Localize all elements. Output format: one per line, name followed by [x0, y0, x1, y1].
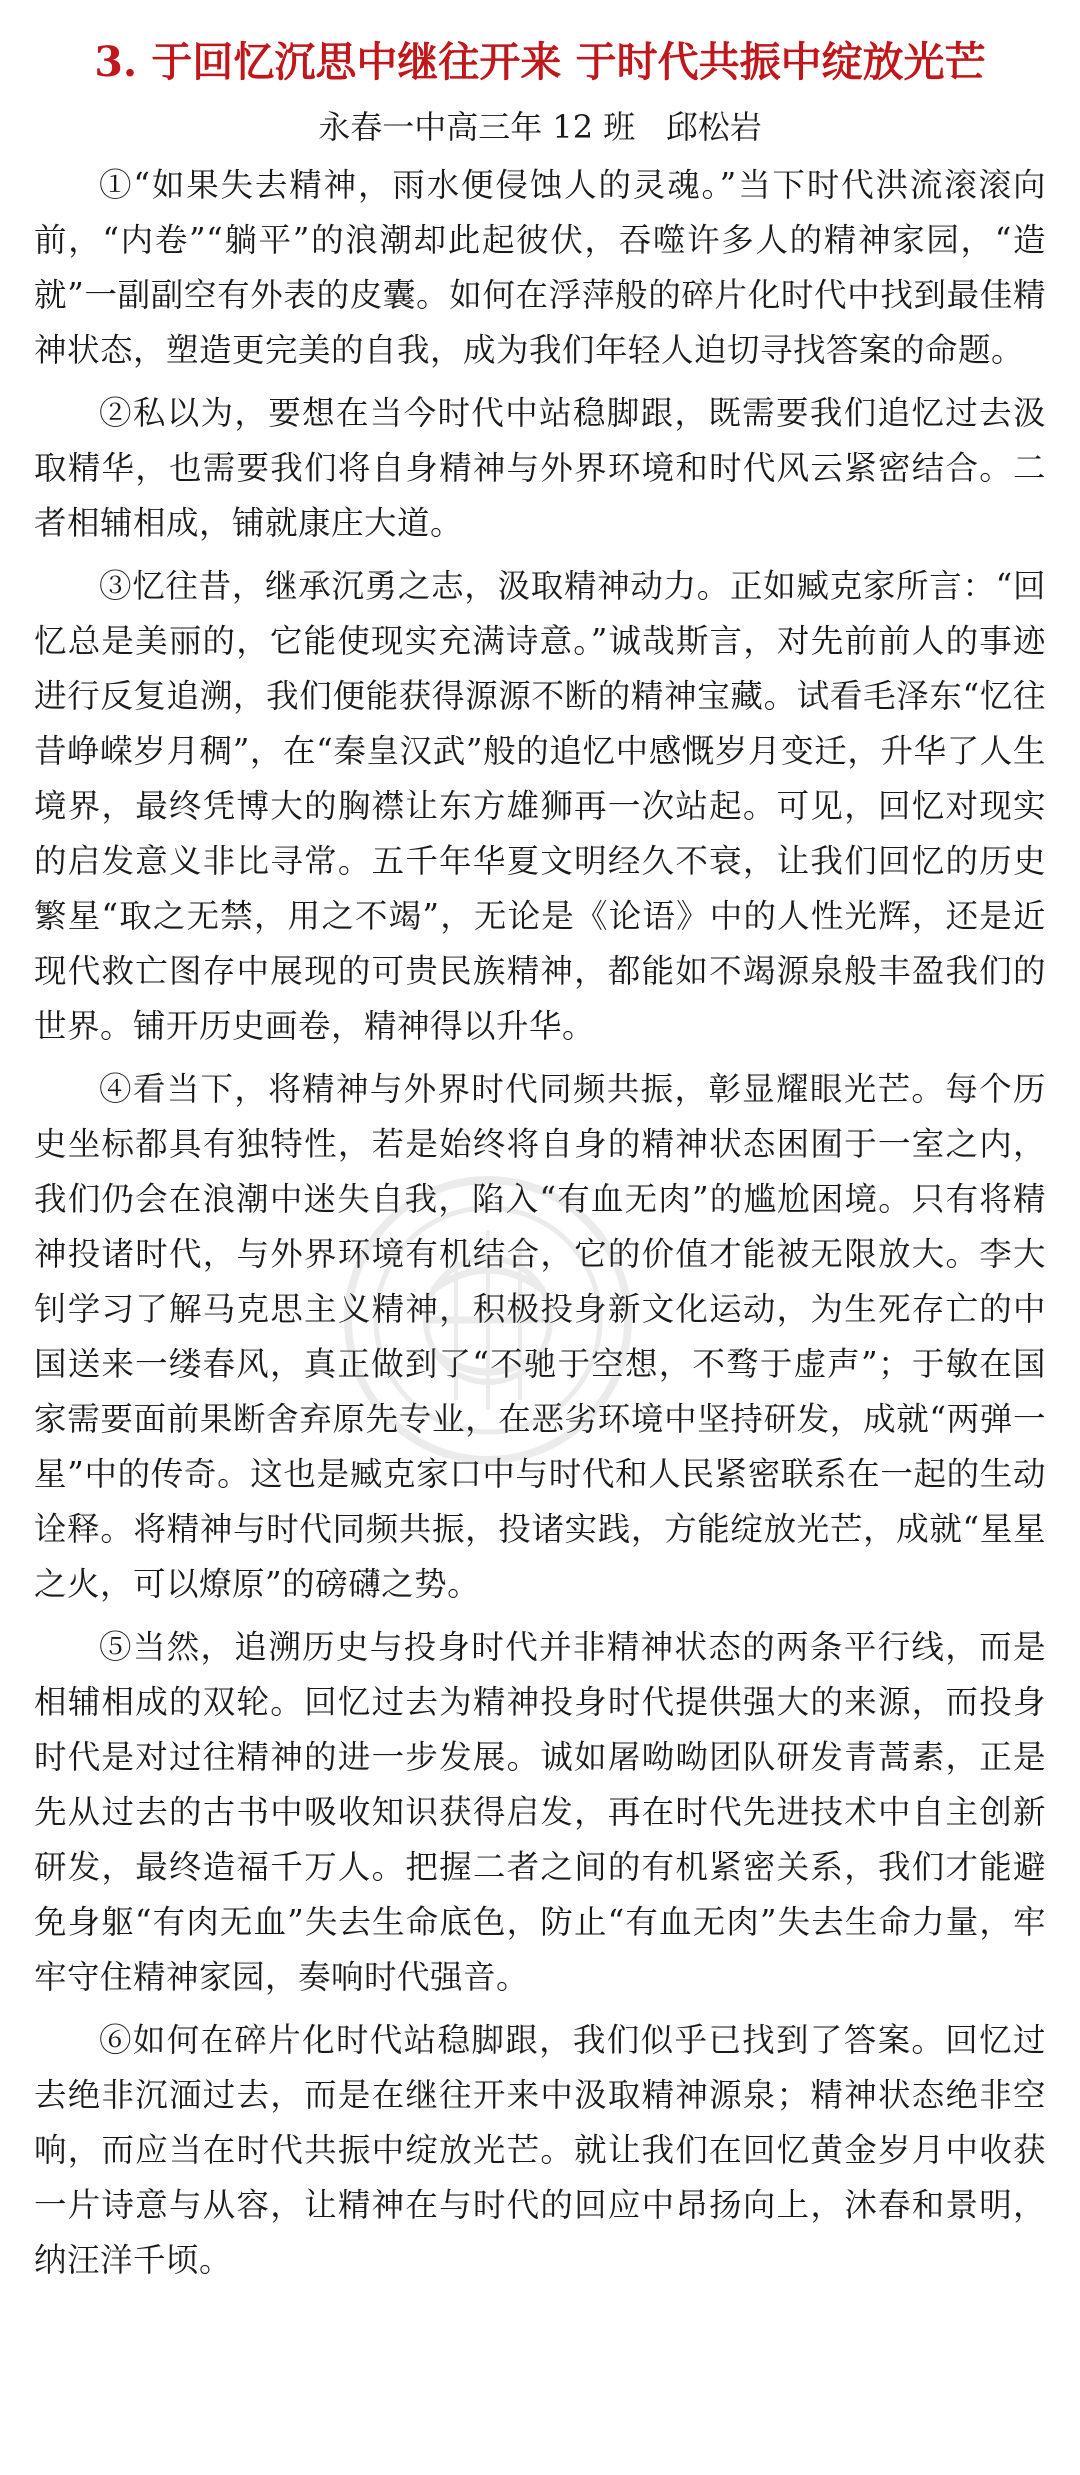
paragraph-5: ⑤当然，追溯历史与投身时代并非精神状态的两条平行线，而是相辅相成的双轮。回忆过去为精神投身时代提供强大的来源，而投身时代是对过往精神的进一步发展。诚如屠呦呦团队研发青蒿素，正是先从过去的古书中吸收知识获得启发，再在时代先进技术中自主创新研发，最终造福千万人。把握二者之间的有机紧密关系，我们才能避免身躯“有肉无血”失去生命底色，防止“有血无肉”失去生命力量，牢牢守住精神家园，奏响时代强音。: [34, 1628, 1046, 1996]
author-byline: 永春一中高三年 12 班 邱松岩: [318, 108, 762, 146]
paragraph-2: ②私以为，要想在当今时代中站稳脚跟，既需要我们追忆过去汲取精华，也需要我们将自身精神与外界环境和时代风云紧密结合。二者相辅相成，铺就康庄大道。: [34, 394, 1046, 542]
paragraph-1: ①“如果失去精神，雨水便侵蚀人的灵魂。”当下时代洪流滚滚向前，“内卷”“躺平”的浪潮却此起彼伏，吞噬许多人的精神家园，“造就”一副副空有外表的皮囊。如何在浮萍般的碎片化时代中找到最佳精神状态，塑造更完美的自我，成为我们年轻人迫切寻找答案的命题。: [34, 166, 1046, 369]
paragraph-3: ③忆往昔，继承沉勇之志，汲取精神动力。正如臧克家所言：“回忆总是美丽的，它能使现实充满诗意。”诚哉斯言，对先前前人的事迹进行反复追溯，我们便能获得源源不断的精神宝藏。试看毛泽东“忆往昔峥嵘岁月稠”，在“秦皇汉武”般的追忆中感慨岁月变迁，升华了人生境界，最终凭博大的胸襟让东方雄狮再一次站起。可见，回忆对现实的启发意义非比寻常。五千年华夏文明经久不衰，让我们回忆的历史繁星“取之无禁，用之不竭”，无论是《论语》中的人性光辉，还是近现代救亡图存中展现的可贵民族精神，都能如不竭源泉般丰盈我们的世界。铺开历史画卷，精神得以升华。: [34, 567, 1046, 1045]
essay-page: [34, 28, 1046, 2296]
essay-title: 3. 于回忆沉思中继往开来 于时代共振中绽放光芒: [94, 38, 986, 86]
paragraph-6: ⑥如何在碎片化时代站稳脚跟，我们似乎已找到了答案。回忆过去绝非沉湎过去，而是在继往开来中汲取精神源泉；精神状态绝非空响，而应当在时代共振中绽放光芒。就让我们在回忆黄金岁月中收获一片诗意与从容，让精神在与时代的回应中昂扬向上，沐春和景明，纳汪洋千顷。: [34, 2021, 1046, 2279]
paragraph-4: ④看当下，将精神与外界时代同频共振，彰显耀眼光芒。每个历史坐标都具有独特性，若是始终将自身的精神状态困囿于一室之内，我们仍会在浪潮中迷失自我，陷入“有血无肉”的尴尬困境。只有将精神投诸时代，与外界环境有机结合，它的价值才能被无限放大。李大钊学习了解马克思主义精神，积极投身新文化运动，为生死存亡的中国送来一缕春风，真正做到了“不驰于空想，不骛于虚声”；于敏在国家需要面前果断舍弃原先专业，在恶劣环境中坚持研发，成就“两弹一星”中的传奇。这也是臧克家口中与时代和人民紧密联系在一起的生动诠释。将精神与时代同频共振，投诸实践，方能绽放光芒，成就“星星之火，可以燎原”的磅礴之势。: [34, 1070, 1046, 1603]
